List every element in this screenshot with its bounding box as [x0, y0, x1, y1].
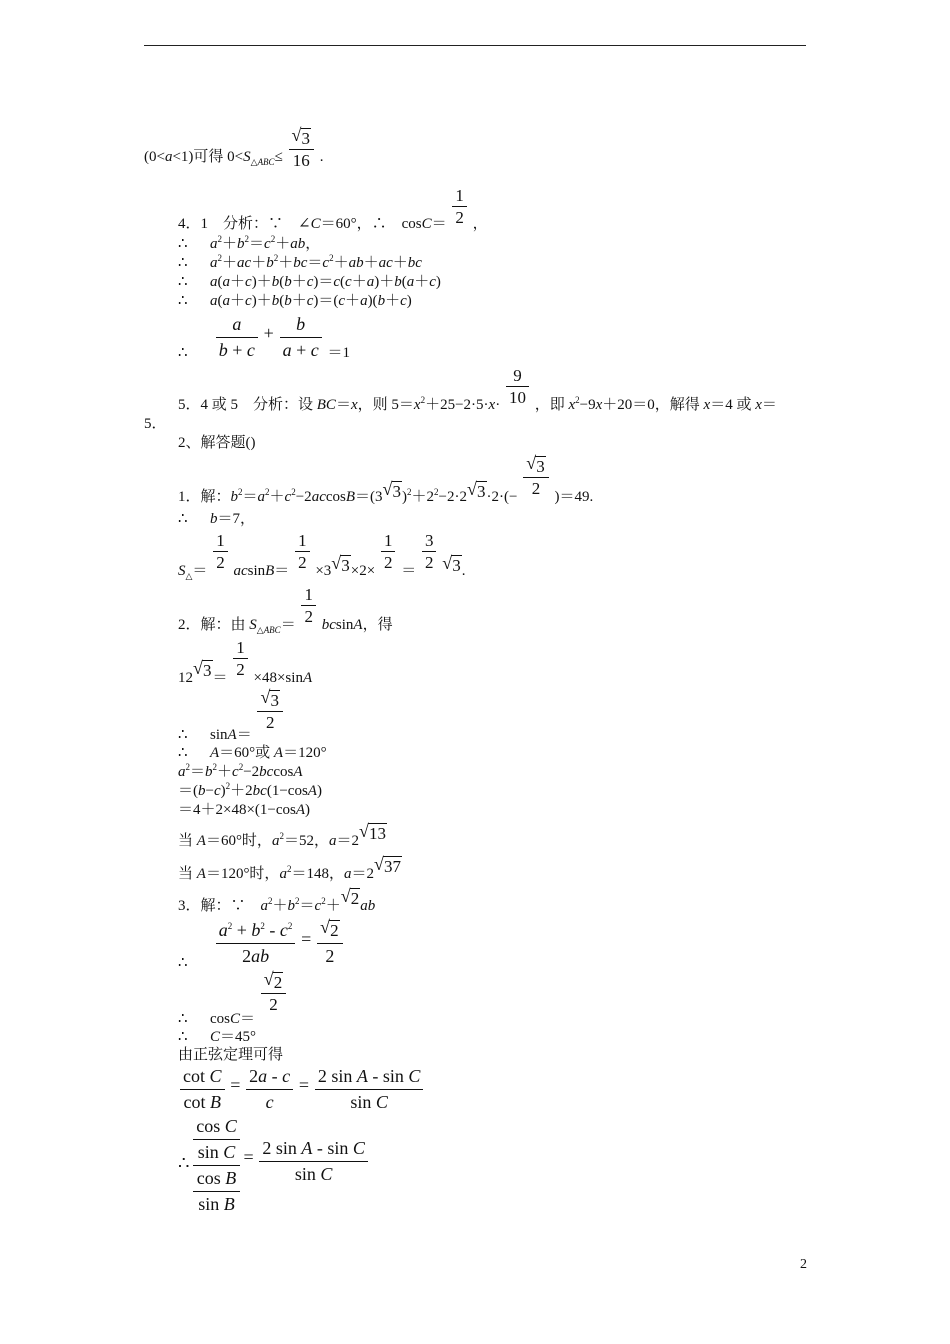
- text-line: 4．1 分析：∵ ∠C＝60°，∴ cosC＝ $\frac{1}{2}$ ，: [178, 186, 488, 232]
- header-rule: [144, 45, 806, 46]
- text-line: 5．4 或 5 分析：设 BC＝x，则 $5=x^2+25-2\cdot 5\cdot x\cdot$ $\frac{9}{10}$ ，即 $x^2-9x+20=0$，解得 x＝4 或 x＝: [178, 366, 777, 413]
- text-line: ＝4＋2×48×(1−cosA): [178, 802, 311, 818]
- text-line: ∴ $\frac{a}{b + c}$ + $\frac{b}{a + c}$ ＝1: [178, 314, 350, 361]
- text-line: ∴ C＝45°: [178, 1029, 257, 1045]
- text-line: $\frac{\text{cot C}}{\text{cot B}}$ = $\frac{2a - c}{c}$ = $\frac{\text{2 sin A - sin C}}{\text{sin C}}$: [178, 1064, 425, 1115]
- text-line: 当 A＝120°时，$a^2=148$，a＝2 √ 37: [178, 854, 401, 882]
- text-line: ∴ cosC＝ √ 2 2: [178, 972, 288, 1028]
- text-line: ∴ sinA＝ √ 3 2: [178, 690, 285, 744]
- text-line: 2．解：由 $S_{\triangle ABC}=$ $\frac{1}{2}$ bcsinA，得: [178, 585, 393, 635]
- section-title: 2、解答题(): [178, 435, 256, 451]
- text-line: ∴ $a^2+ac+b^2+bc=c^2+ab+ac+bc$: [178, 253, 422, 271]
- text-line: ∴ A＝60°或 A＝120°: [178, 745, 327, 761]
- text-line: 当 A＝60°时，$a^2=52$，a＝2 √ 13: [178, 821, 386, 849]
- text-line: ∴ b＝7，: [178, 511, 256, 527]
- text-line: ∴ a(a＋c)＋b(b＋c)＝(c＋a)(b＋c): [178, 293, 412, 309]
- text-line: 12 √ 3＝ $\frac{1}{2}$ ×48×sinA: [178, 638, 313, 686]
- text-line: $S_\triangle=$ $\frac{1}{2}$ acsinB＝ $\frac{1}{2}$ ×3 √ 3×2× $\frac{1}{2}$ ＝ $\frac{3}{2}$ √ 3.: [178, 531, 466, 581]
- page-number: 2: [800, 1257, 807, 1272]
- text-line: ∴ $a^2+b^2=c^2+ab$，: [178, 234, 321, 252]
- text-line: ∴ a(a＋c)＋b(b＋c)＝c(c＋a)＋b(a＋c): [178, 274, 441, 290]
- text-line: ∴ $\frac{a^2 + b^2 - c^2}{2ab}$ = √ 2 2: [178, 918, 345, 972]
- text-line: ∴ cos C sin C cos B sin B = $\frac{\text{2 sin A - sin C}}{\text{sin C}}$: [178, 1114, 370, 1217]
- text-line: (0<a<1)可得 $0<S_{\triangle ABC}\le$ √ 3 16 .: [144, 125, 324, 170]
- text-line: 5．: [144, 416, 167, 432]
- text-line: 1．解：$b^2=a^2+c^2-2accosB=(3$ √ $3)^2+2^2-2\cdot 2$ √ 3·2·(− √ 3 2 )＝49.: [178, 453, 594, 505]
- text-line: 3．解：∵ $a^2+b^2=c^2+$ √ 2ab: [178, 886, 376, 914]
- text-line: $=(b-c)^2+2bc(1-\cos A)$: [178, 781, 322, 799]
- text-line: $a^2=b^2+c^2-2bccosA$: [178, 762, 303, 780]
- text-line: 由正弦定理可得: [178, 1047, 284, 1063]
